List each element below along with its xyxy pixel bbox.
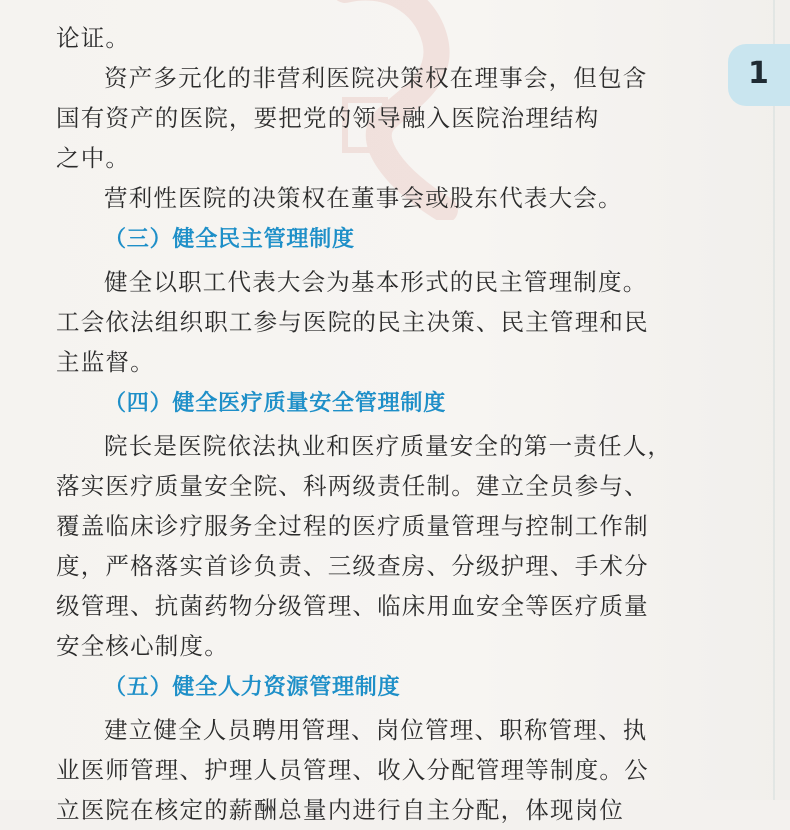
text-line: 工会依法组织职工参与医院的民主决策、民主管理和民 (56, 308, 649, 336)
section-heading: （三）健全民主管理制度 (104, 227, 355, 252)
text-line: 国有资产的医院，要把党的领导融入医院治理结构 (56, 104, 600, 132)
text-line: 之中。 (56, 144, 131, 172)
section-heading: （四）健全医疗质量安全管理制度 (104, 391, 447, 416)
text-line: 主监督。 (56, 348, 155, 376)
text-line: 健全以职工代表大会为基本形式的民主管理制度。 (104, 268, 648, 296)
page-edge-rule (773, 0, 775, 800)
text-line: 覆盖临床诊疗服务全过程的医疗质量管理与控制工作制 (56, 512, 649, 540)
text-line: 业医师管理、护理人员管理、收入分配管理等制度。公 (56, 756, 649, 784)
text-line: 论证。 (56, 24, 131, 52)
text-line: 资产多元化的非营利医院决策权在理事会，但包含 (104, 64, 648, 92)
paragraph (56, 18, 696, 58)
chapter-number: 1 (748, 56, 769, 91)
text-line: 营利性医院的决策权在董事会或股东代表大会。 (104, 184, 623, 212)
text-line: 立医院在核定的薪酬总量内进行自主分配，体现岗位 (56, 796, 625, 824)
section-heading: （五）健全人力资源管理制度 (104, 675, 401, 700)
page-body-text (56, 18, 696, 830)
text-line: 院长是医院依法执业和医疗质量安全的第一责任人， (104, 432, 673, 460)
paragraph (56, 262, 696, 382)
paragraph (56, 426, 696, 666)
paragraph (56, 58, 696, 178)
text-line: 度，严格落实首诊负责、三级查房、分级护理、手术分 (56, 552, 649, 580)
chapter-tab (728, 44, 790, 106)
text-line: 安全核心制度。 (56, 632, 229, 660)
paragraph (56, 178, 696, 218)
text-line: 落实医疗质量安全院、科两级责任制。建立全员参与、 (56, 472, 649, 500)
text-line: 建立健全人员聘用管理、岗位管理、职称管理、执 (104, 716, 648, 744)
text-line: 级管理、抗菌药物分级管理、临床用血安全等医疗质量 (56, 592, 649, 620)
paragraph (56, 710, 696, 830)
